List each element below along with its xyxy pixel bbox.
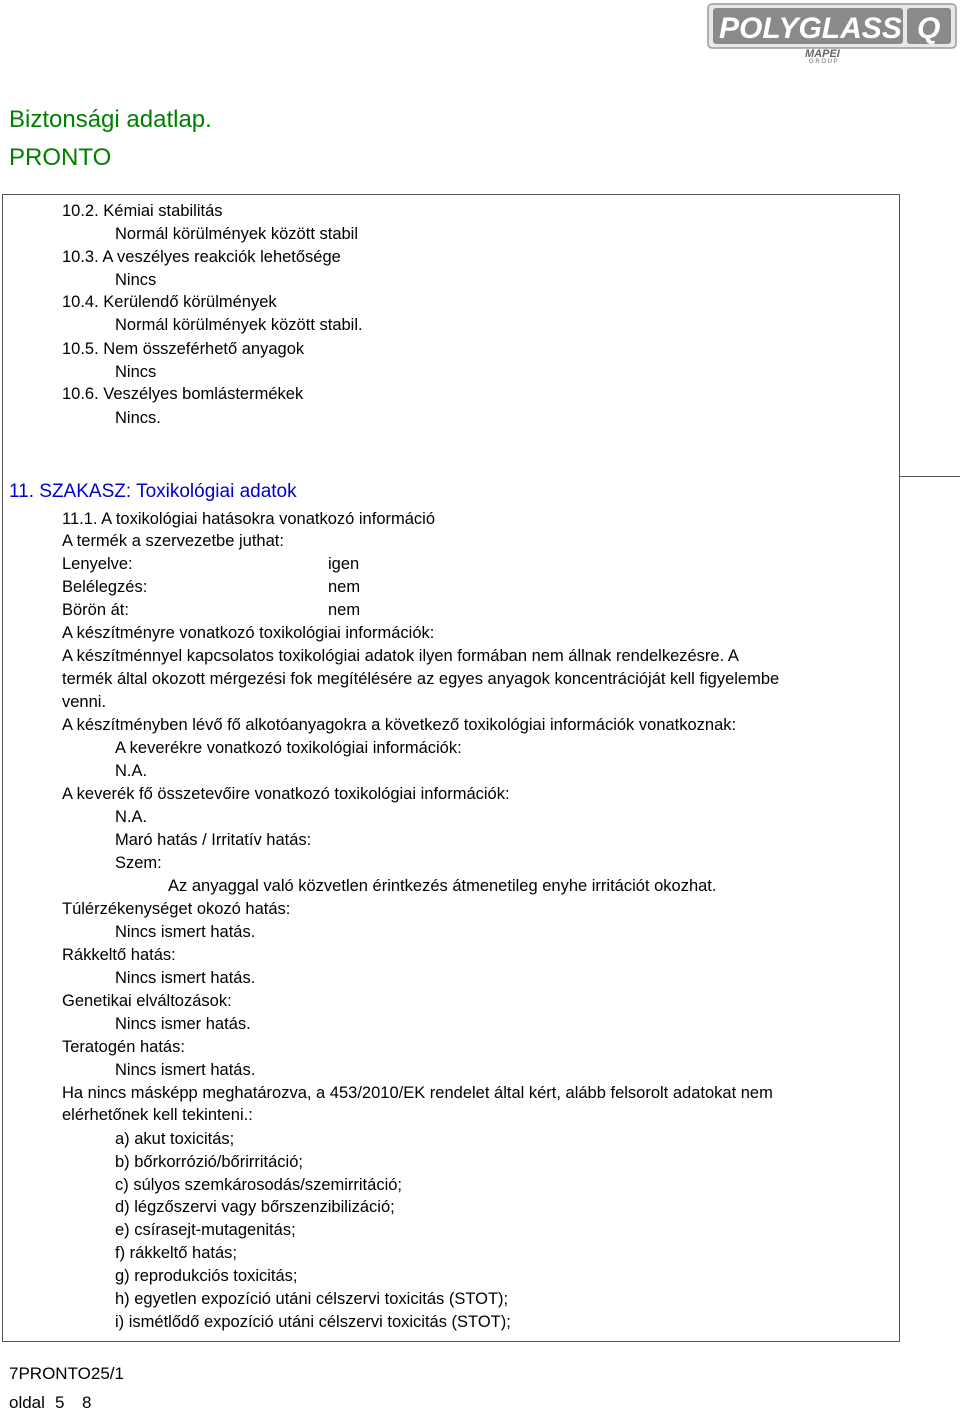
s103-heading: 10.3. A veszélyes reakciók lehetősége [62, 248, 341, 266]
genetic-heading: Genetikai elváltozások: [62, 992, 232, 1010]
list-item: a) akut toxicitás; [115, 1130, 235, 1148]
list-item: c) súlyos szemkárosodás/szemirritáció; [115, 1176, 402, 1194]
s105-heading: 10.5. Nem összeférhető anyagok [62, 340, 305, 358]
logo-text: POLYGLASS [719, 12, 902, 45]
sensitising-text: Nincs ismert hatás. [115, 923, 256, 941]
list-item: d) légzőszervi vagy bőrszenzibilizáció; [115, 1198, 395, 1216]
unless-text: Ha nincs másképp meghatározva, a 453/2010/EK rendelet által kért, alább felsorolt adatokat nem [62, 1084, 773, 1102]
route-value: nem [328, 578, 361, 596]
product-info-text: A készítménnyel kapcsolatos toxikológiai adatok ilyen formában nem állnak rendelkezésre. A [62, 647, 739, 665]
entry-intro: A termék a szervezetbe juthat: [62, 532, 284, 550]
page-number: 5 [55, 1393, 65, 1412]
s105-text: Nincs [115, 363, 157, 381]
svg-text:Q: Q [917, 12, 941, 45]
carcinogenic-text: Nincs ismert hatás. [115, 969, 256, 987]
eye-label: Szem: [115, 854, 162, 872]
section-separator [900, 476, 960, 477]
main-components-text: A készítményben lévő fő alkotóanyagokra a következő toxikológiai információk vonatkoznak: [62, 716, 737, 734]
list-item: b) bőrkorrózió/bőrirritáció; [115, 1153, 303, 1171]
logo-sub: MAPEI [805, 48, 840, 60]
s104-text: Normál körülmények között stabil. [115, 316, 363, 334]
logo-group: G R O U P [809, 59, 838, 63]
s111-heading: 11.1. A toxikológiai hatásokra vonatkozó információ [62, 510, 435, 528]
teratogenic-text: Nincs ismert hatás. [115, 1061, 256, 1079]
list-item: e) csírasejt-mutagenitás; [115, 1221, 296, 1239]
corrosive-heading: Maró hatás / Irritatív hatás: [115, 831, 312, 849]
eye-text: Az anyaggal való közvetlen érintkezés átmenetileg enyhe irritációt okozhat. [168, 877, 717, 895]
mixture-value: N.A. [115, 762, 148, 780]
genetic-text: Nincs ismer hatás. [115, 1015, 251, 1033]
route-value: nem [328, 601, 361, 619]
product-name: PRONTO [9, 144, 112, 171]
components-heading: A keverék fő összetevőire vonatkozó toxikológiai információk: [62, 785, 510, 803]
document-title: Biztonsági adatlap. [9, 106, 212, 133]
polyglass-logo [707, 3, 957, 63]
sensitising-heading: Túlérzékenységet okozó hatás: [62, 900, 291, 918]
mixture-heading: A keverékre vonatkozó toxikológiai információk: [115, 739, 462, 757]
product-info-heading: A készítményre vonatkozó toxikológiai információk: [62, 624, 435, 642]
route-value: igen [328, 555, 360, 573]
list-item: i) ismétlődő expozíció utáni célszervi toxicitás (STOT); [115, 1313, 511, 1331]
route-label: Börön át: [62, 601, 129, 619]
route-label: Belélegzés: [62, 578, 148, 596]
list-item: h) egyetlen expozíció utáni célszervi toxicitás (STOT); [115, 1290, 509, 1308]
document-code: 7PRONTO25/1 [9, 1364, 124, 1383]
product-info-text: termék által okozott mérgezési fok megítélésére az egyes anyagok koncentrációját kell figyelembe [62, 670, 780, 688]
carcinogenic-heading: Rákkeltő hatás: [62, 946, 176, 964]
s106-text: Nincs. [115, 409, 161, 427]
list-item: f) rákkeltő hatás; [115, 1244, 237, 1262]
list-item: g) reprodukciós toxicitás; [115, 1267, 298, 1285]
s102-heading: 10.2. Kémiai stabilitás [62, 202, 223, 220]
route-label: Lenyelve: [62, 555, 133, 573]
page-total: 8 [82, 1393, 92, 1412]
section11-heading: 11. SZAKASZ: Toxikológiai adatok [9, 481, 297, 502]
unless-text: elérhetőnek kell tekinteni.: [62, 1106, 253, 1124]
page-label: oldal [9, 1393, 45, 1412]
s102-text: Normál körülmények között stabil [115, 225, 359, 243]
teratogenic-heading: Teratogén hatás: [62, 1038, 185, 1056]
s104-heading: 10.4. Kerülendő körülmények [62, 293, 277, 311]
components-value: N.A. [115, 808, 148, 826]
s106-heading: 10.6. Veszélyes bomlástermékek [62, 385, 304, 403]
product-info-text: venni. [62, 693, 107, 711]
s103-text: Nincs [115, 271, 157, 289]
